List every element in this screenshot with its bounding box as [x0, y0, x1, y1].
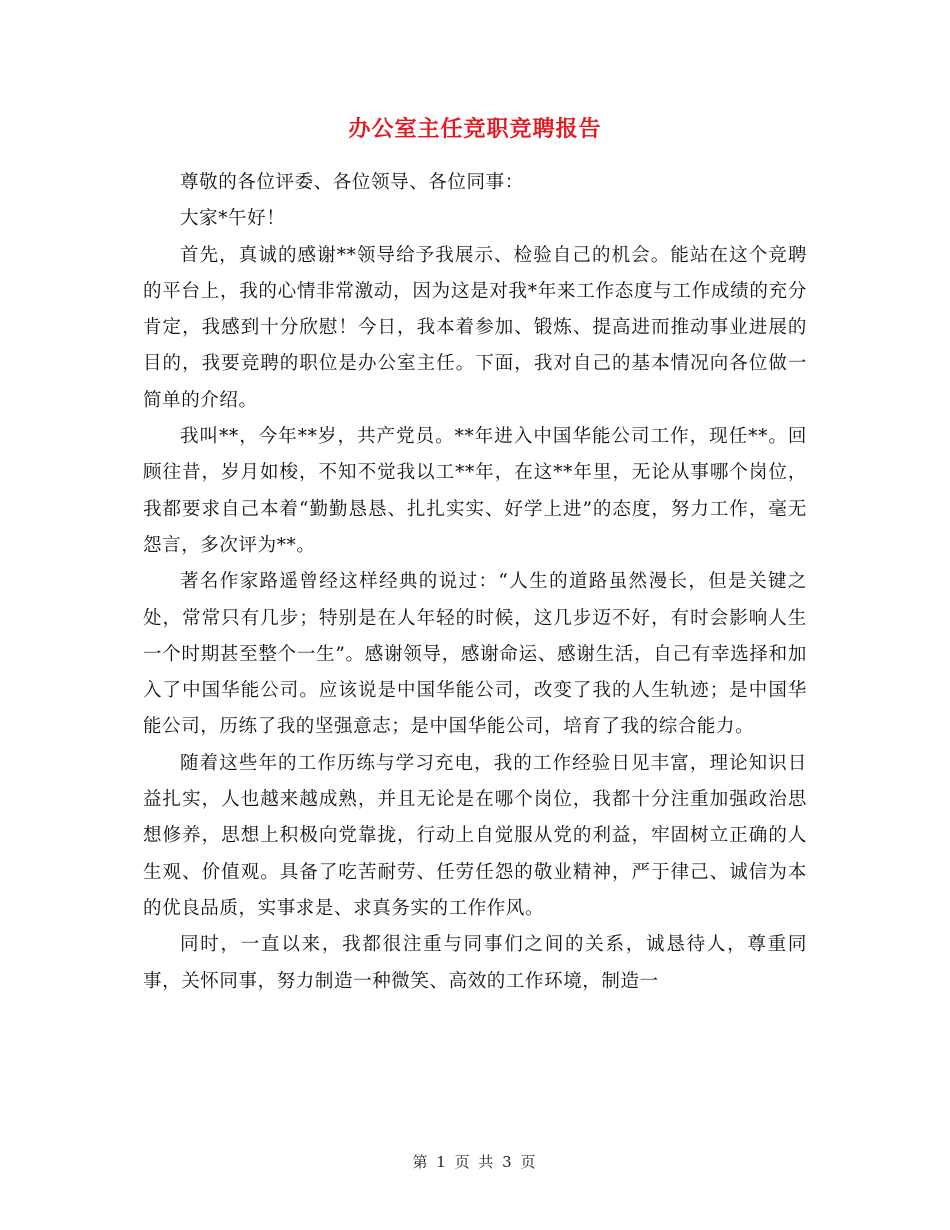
greeting-paragraph: 大家*午好！ — [180, 208, 286, 230]
body-paragraph: 随着这些年的工作历练与学习充电，我的工作经验日见丰富，理论知识日益扎实，人也越来越成熟，并且无论是在哪个岗位，我都十分注重加强政治思想修养，思想上积极向党靠拢，行动上自觉服从党的利益，牢固树立正确的人生观、价值观。具备了吃苦耐劳、任劳任怨的敬业精神，严于律己、诚信为本的优良品质，实事求是、求真务实的工作作风。 — [143, 752, 807, 919]
page-number-footer: 第 1 页 共 3 页 — [412, 1153, 538, 1171]
document-title: 办公室主任竞职竞聘报告 — [348, 116, 602, 142]
body-paragraph: 首先，真诚的感谢**领导给予我展示、检验自己的机会。能站在这个竞聘的平台上，我的心情非常激动，因为这是对我*年来工作态度与工作成绩的充分肯定，我感到十分欣慰！今日，我本着参加、锻炼、提高进而推动事业进展的目的，我要竞聘的职位是办公室主任。下面，我对自己的基本情况向各位做一简单的介绍。 — [143, 244, 807, 411]
salutation-paragraph: 尊敬的各位评委、各位领导、各位同事： — [180, 172, 524, 193]
document-body — [143, 165, 807, 1000]
body-paragraph: 同时，一直以来，我都很注重与同事们之间的关系，诚恳待人，尊重同事，关怀同事，努力制造一种微笑、高效的工作环境，制造一 — [143, 934, 807, 992]
body-paragraph: 著名作家路遥曾经这样经典的说过：“人生的道路虽然漫长，但是关键之处，常常只有几步；特别是在人年轻的时候，这几步迈不好，有时会影响人生一个时期甚至整个一生”。感谢领导，感谢命运、感谢生活，自己有幸选择和加入了中国华能公司。应该说是中国华能公司，改变了我的人生轨迹；是中国华能公司，历练了我的坚强意志；是中国华能公司，培育了我的综合能力。 — [143, 571, 807, 738]
body-paragraph: 我叫**，今年**岁，共产党员。**年进入中国华能公司工作，现任**。回顾往昔，岁月如梭，不知不觉我以工**年，在这**年里，无论从事哪个岗位，我都要求自己本着“勤勤恳恳、扎扎实实、好学上进”的态度，努力工作，毫无怨言，多次评为**。 — [143, 426, 807, 556]
